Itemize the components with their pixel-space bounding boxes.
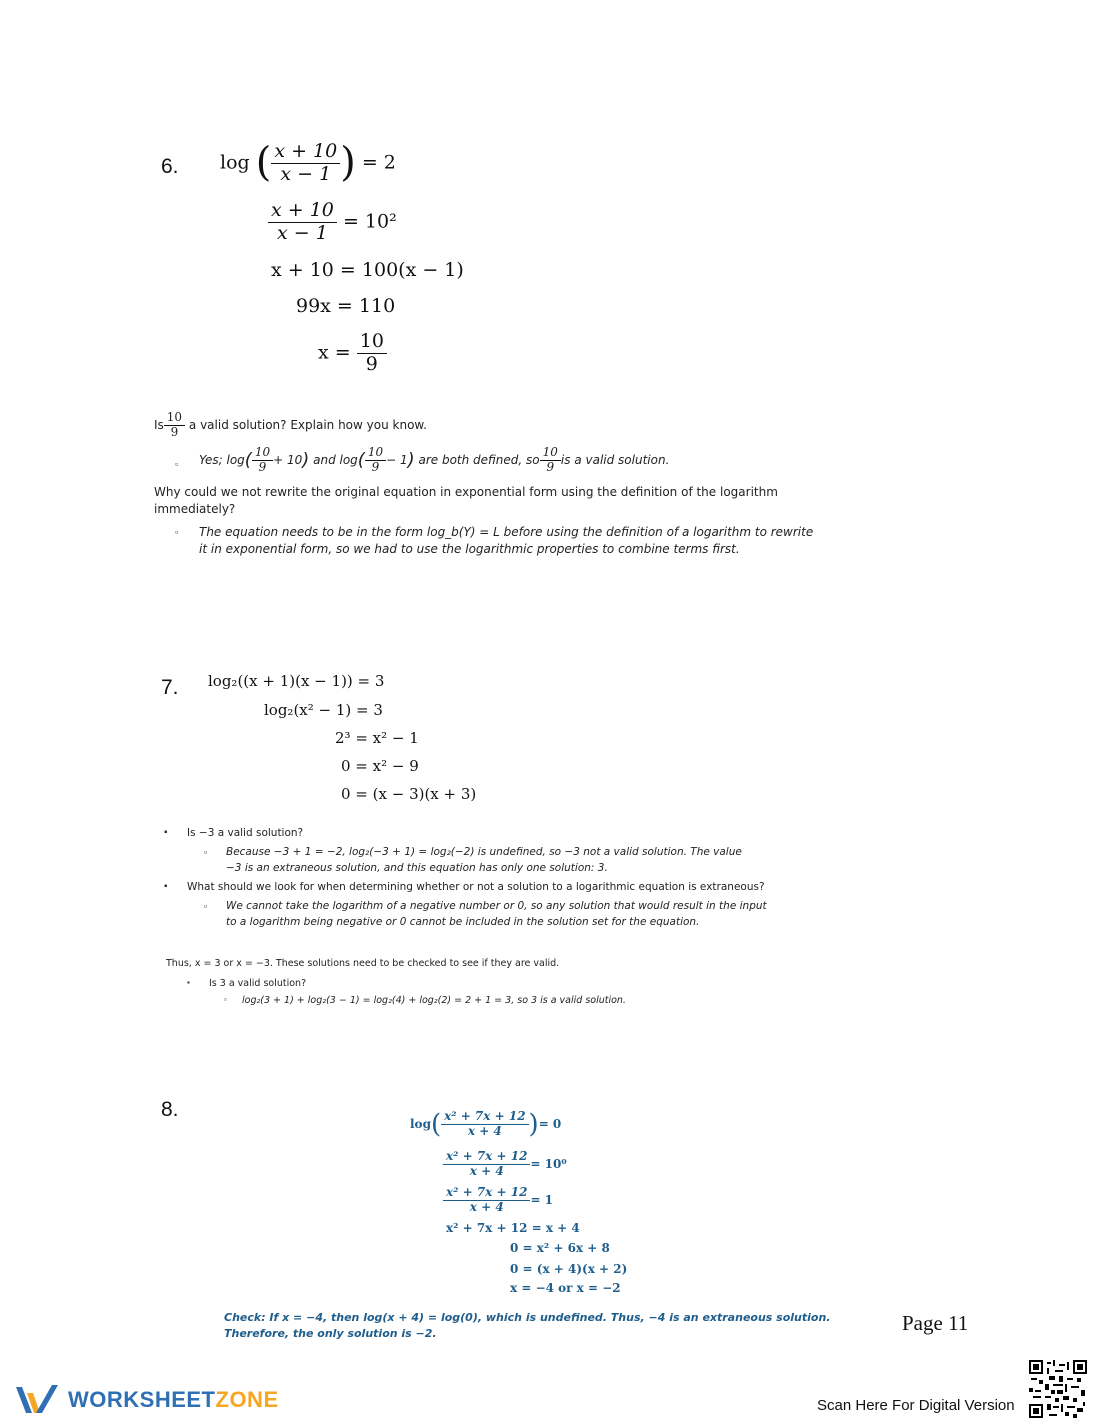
p7-question-2: What should we look for when determining whether or not a solution to a logarithmic equation is extraneous?: [187, 881, 765, 893]
p8-check-line-1: Check: If x = −4, then log(x + 4) = log(0), which is undefined. Thus, −4 is an extraneous solution.: [224, 1311, 831, 1324]
p7-answer-1-line-1: Because −3 + 1 = −2, log₂(−3 + 1) = log₂(−2) is undefined, so −3 not a valid solution. The value: [226, 846, 742, 858]
p7-equation-line-4: 0 = x² − 9: [341, 757, 419, 775]
p6-equation-line-1: log ( $\frac{x + 10}{x - 1}$ ) = 2: [220, 139, 396, 186]
p7-equation-line-2: log₂(x² − 1) = 3: [264, 701, 383, 719]
p7-answer-2-line-2: to a logarithm being negative or 0 cannot be included in the solution set for the equation.: [226, 916, 700, 928]
p8-equation-line-2: $\frac{\text{x² + 7x + 12}}{x + 4}$ = 10⁰: [443, 1150, 567, 1179]
p6-answer-1: Yes; log( $\frac{10}{9}$ + 10) and log( $\frac{10}{9}$ − 1) are both defined, so $\frac{10}{9}$ is a valid solution.: [199, 445, 670, 474]
p7-answer-1-line-2: −3 is an extraneous solution, and this equation has only one solution: 3.: [226, 862, 608, 874]
p6-question-2-line-1: Why could we not rewrite the original equation in exponential form using the definition of the logarithm: [154, 485, 778, 499]
p6-question-1: Is $\frac{10}{9}$ a valid solution? Explain how you know.: [154, 410, 427, 439]
p6-equation-line-2: $\frac{x + 10}{x - 1}$ = 10²: [268, 200, 397, 245]
bullet-icon: ▫: [204, 901, 208, 911]
p6-answer-2-line-2: it in exponential form, so we had to use the logarithmic properties to combine terms first.: [199, 542, 740, 556]
p8-equation-line-3: $\frac{\text{x² + 7x + 12}}{x + 4}$ = 1: [443, 1186, 553, 1215]
p6-equation-line-3: x + 10 = 100(x − 1): [271, 259, 464, 281]
p7-thus-text: Thus, x = 3 or x = −3. These solutions need to be checked to see if they are valid.: [166, 958, 560, 969]
qr-code-graphic: [1029, 1360, 1087, 1418]
bullet-icon: ▫: [175, 527, 179, 537]
bullet-icon: ▪: [187, 978, 190, 987]
bullet-icon: ▫: [175, 459, 179, 469]
p8-equation-line-5: 0 = x² + 6x + 8: [510, 1241, 610, 1255]
p8-equation-line-4: x² + 7x + 12 = x + 4: [446, 1221, 580, 1235]
p8-equation-line-6: 0 = (x + 4)(x + 2): [510, 1262, 628, 1276]
problem-6-number: 6.: [161, 155, 179, 178]
bullet-icon: ▫: [224, 995, 227, 1004]
worksheetzone-logo-icon: [14, 1383, 60, 1417]
p7-question-1: Is −3 a valid solution?: [187, 827, 304, 839]
p6-equation-line-5: x = $\frac{10}{9}$: [318, 331, 387, 376]
p7-equation-line-1: log₂((x + 1)(x − 1)) = 3: [208, 672, 385, 690]
p7-answer-3: log₂(3 + 1) + log₂(3 − 1) = log₂(4) + log₂(2) = 2 + 1 = 3, so 3 is a valid solution.: [242, 995, 626, 1006]
p8-equation-line-7: x = −4 or x = −2: [510, 1281, 621, 1295]
p7-question-3: Is 3 a valid solution?: [209, 978, 307, 989]
problem-8-number: 8.: [161, 1098, 179, 1121]
bullet-icon: ▫: [204, 847, 208, 857]
page-number: Page 11: [902, 1311, 969, 1335]
problem-7-number: 7.: [161, 676, 179, 699]
p8-equation-line-1: log( $\frac{\text{x² + 7x + 12}}{x + 4}$ )= 0: [410, 1109, 562, 1140]
p8-check-line-2: Therefore, the only solution is −2.: [224, 1327, 437, 1340]
p6-equation-line-4: 99x = 110: [296, 295, 396, 317]
p6-fraction: $\frac{x + 10}{x - 1}$: [271, 141, 340, 186]
qr-code-icon[interactable]: [1029, 1360, 1087, 1418]
scan-caption: Scan Here For Digital Version: [817, 1397, 1015, 1414]
log-fn: log: [220, 151, 250, 174]
p7-equation-line-5: 0 = (x − 3)(x + 3): [341, 785, 477, 803]
p7-equation-line-3: 2³ = x² − 1: [335, 729, 419, 747]
bullet-icon: ▪: [164, 881, 168, 892]
p6-answer-2-line-1: The equation needs to be in the form log_b(Y) = L before using the definition of a logarithm to rewrite: [199, 525, 814, 539]
p6-question-2-line-2: immediately?: [154, 502, 236, 516]
p7-answer-2-line-1: We cannot take the logarithm of a negative number or 0, so any solution that would result in the input: [226, 900, 767, 912]
logo-text: WORKSHEETZONE: [68, 1387, 279, 1412]
worksheetzone-logo[interactable]: [14, 1383, 279, 1417]
bullet-icon: ▪: [164, 827, 168, 838]
